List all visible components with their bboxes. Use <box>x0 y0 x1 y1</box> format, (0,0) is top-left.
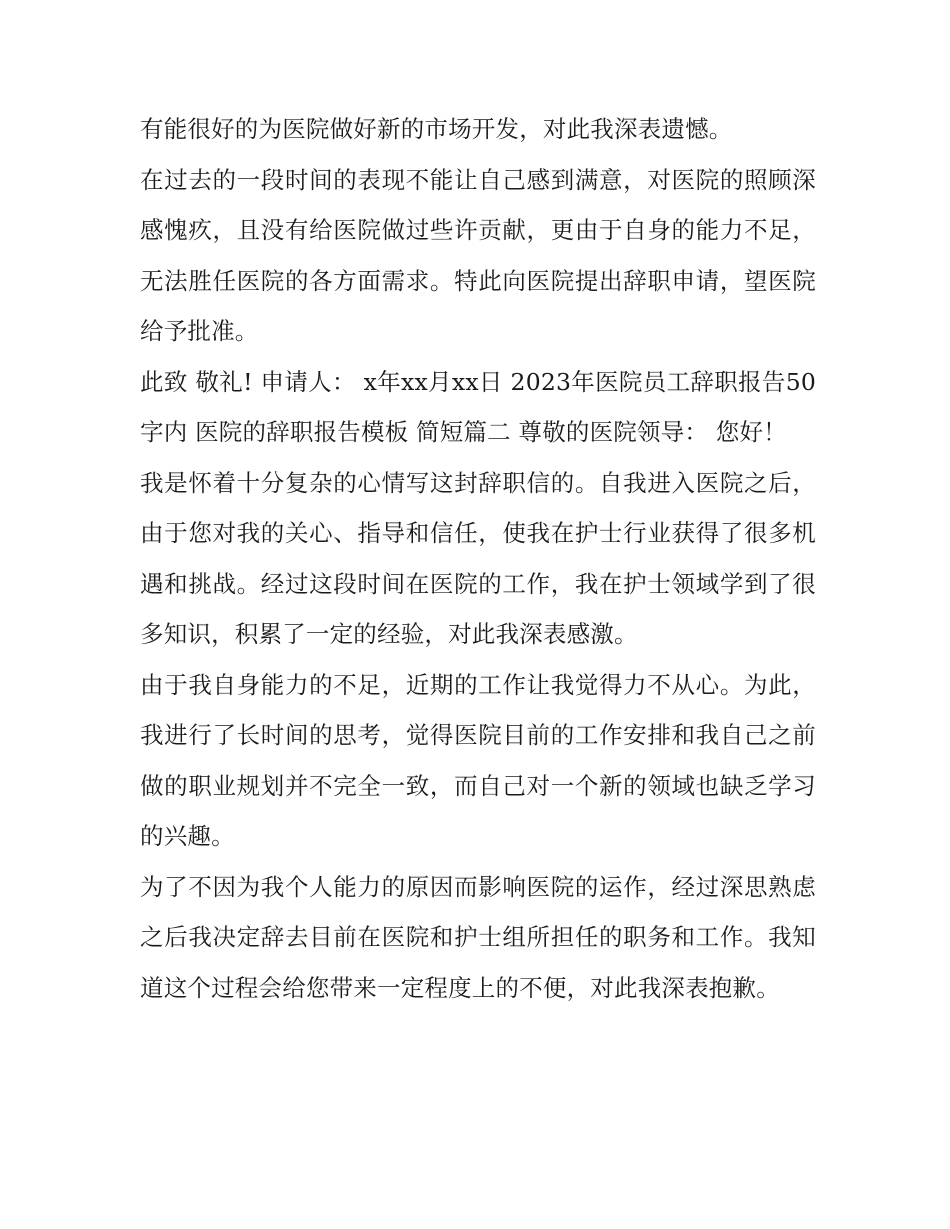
paragraph-4: 我是怀着十分复杂的心情写这封辞职信的。自我进入医院之后，由于您对我的关心、指导和信任，使我在护士行业获得了很多机遇和挑战。经过这段时间在医院的工作，我在护士领域学到了很多知识，积累了一定的经验，对此我深表感激。 <box>140 468 816 648</box>
paragraph-3: 此致 敬礼! 申请人： x年xx月xx日 2023年医院员工辞职报告50字内 医院的辞职报告模板 简短篇二 尊敬的医院领导： 您好！ <box>140 367 816 446</box>
paragraph-1: 有能很好的为医院做好新的市场开发，对此我深表遗憾。 <box>140 115 733 143</box>
paragraph-2: 在过去的一段时间的表现不能让自己感到满意，对医院的照顾深感愧疚，且没有给医院做过些许贡献，更由于自身的能力不足，无法胜任医院的各方面需求。特此向医院提出辞职申请，望医院给予批准。 <box>140 165 816 345</box>
paragraph-5: 由于我自身能力的不足，近期的工作让我觉得力不从心。为此，我进行了长时间的思考，觉得医院目前的工作安排和我自己之前做的职业规划并不完全一致，而自己对一个新的领域也缺乏学习的兴趣。 <box>140 670 816 850</box>
document-body <box>140 104 816 1013</box>
paragraph-6: 为了不因为我个人能力的原因而影响医院的运作，经过深思熟虑之后我决定辞去目前在医院和护士组所担任的职务和工作。我知道这个过程会给您带来一定程度上的不便，对此我深表抱歉。 <box>140 872 816 1002</box>
